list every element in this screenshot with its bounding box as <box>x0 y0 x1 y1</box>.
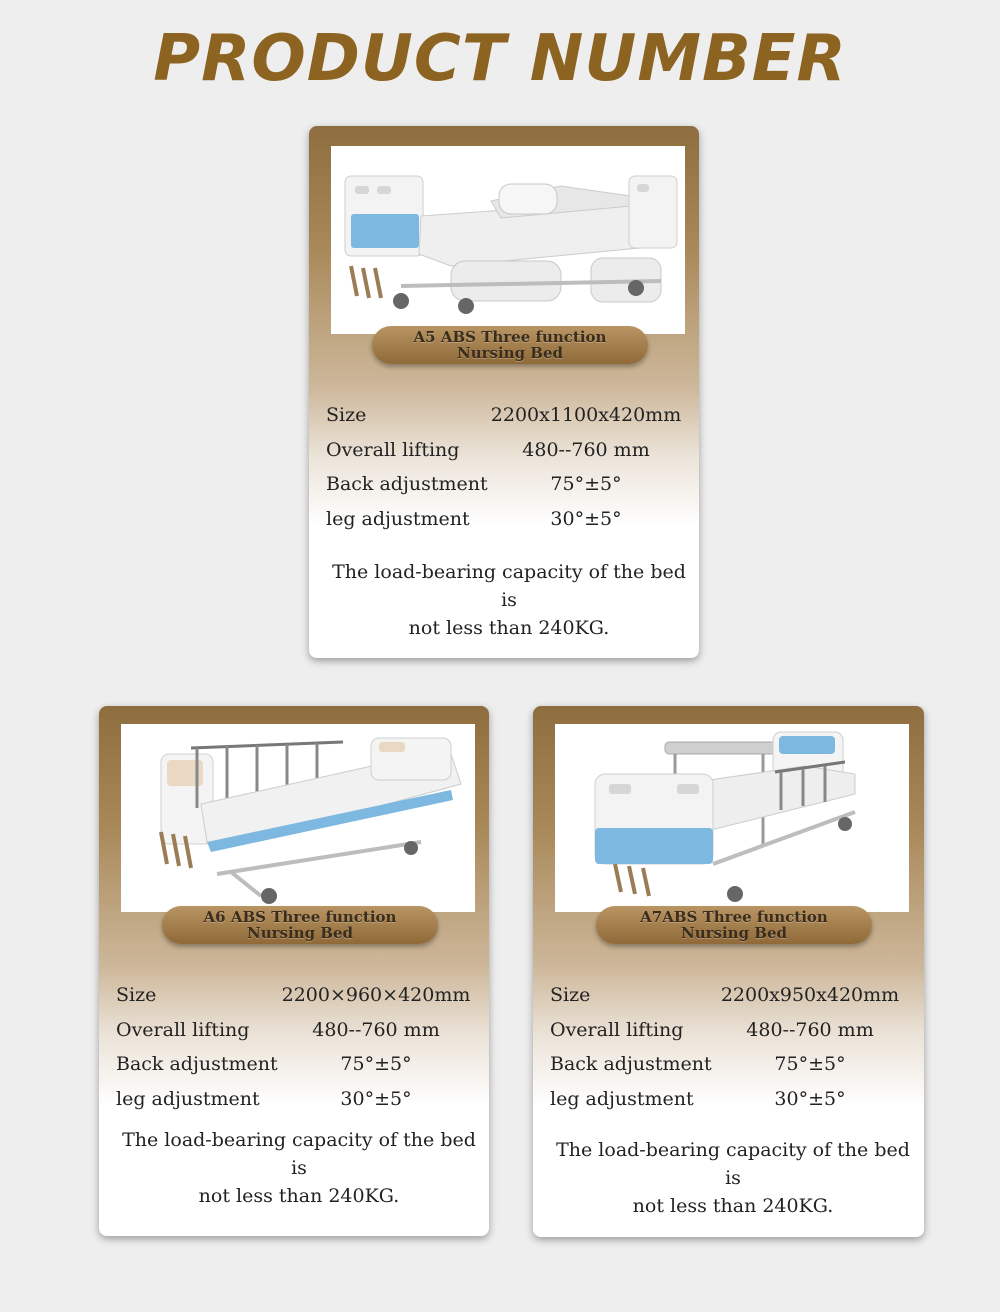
spec-table-a5 <box>326 404 686 542</box>
bed-illustration-a6 <box>121 724 475 912</box>
bed-illustration-a7 <box>555 724 909 912</box>
spec-value: 2200x950x420mm <box>720 984 900 1006</box>
bed-illustration-a5 <box>331 146 685 334</box>
spec-value: 480--760 mm <box>746 1018 874 1041</box>
product-photo-a6 <box>121 724 475 912</box>
spec-value: 75°±5° <box>774 1053 846 1075</box>
spec-label: Back adjustment <box>326 473 488 495</box>
spec-value: 30°±5° <box>774 1087 846 1110</box>
spec-label: leg adjustment <box>326 507 470 530</box>
spec-label: Size <box>116 984 157 1006</box>
note-line1: The load-bearing capacity of the bed is <box>122 1129 476 1179</box>
product-name-line1: A5 ABS Three function <box>413 328 607 346</box>
note-line2: not less than 240KG. <box>408 617 610 639</box>
spec-label: Overall lifting <box>326 438 460 461</box>
spec-label: Size <box>326 404 367 426</box>
spec-row-overall-lifting <box>116 1019 476 1054</box>
product-name-line2: Nursing Bed <box>681 924 787 942</box>
product-name-badge-a5 <box>372 326 648 364</box>
load-capacity-note-a7 <box>547 1136 919 1220</box>
spec-row-back-adjustment <box>550 1053 910 1088</box>
spec-row-overall-lifting <box>326 439 686 474</box>
note-line2: not less than 240KG. <box>632 1195 834 1217</box>
note-line2: not less than 240KG. <box>198 1185 400 1207</box>
product-card-a5 <box>309 126 699 658</box>
spec-value: 2200x1100x420mm <box>490 404 682 426</box>
spec-row-size <box>116 984 476 1019</box>
spec-value: 75°±5° <box>340 1053 412 1075</box>
spec-value: 2200×960×420mm <box>281 984 471 1006</box>
spec-table-a6 <box>116 984 476 1122</box>
spec-label: Size <box>550 984 591 1006</box>
product-name-line2: Nursing Bed <box>247 924 353 942</box>
spec-value: 480--760 mm <box>522 438 650 461</box>
note-line1: The load-bearing capacity of the bed is <box>332 561 686 611</box>
load-capacity-note-a5 <box>323 558 695 642</box>
product-name-line1: A7ABS Three function <box>640 908 828 926</box>
spec-value: 30°±5° <box>340 1087 412 1110</box>
spec-row-back-adjustment <box>116 1053 476 1088</box>
product-card-a6 <box>99 706 489 1236</box>
spec-label: leg adjustment <box>116 1087 260 1110</box>
product-name-line1: A6 ABS Three function <box>203 908 397 926</box>
spec-row-leg-adjustment <box>116 1088 476 1123</box>
product-card-a7 <box>533 706 924 1237</box>
note-line1: The load-bearing capacity of the bed is <box>556 1139 910 1189</box>
spec-label: Back adjustment <box>550 1053 712 1075</box>
product-photo-a7 <box>555 724 909 912</box>
spec-value: 480--760 mm <box>312 1018 440 1041</box>
spec-row-back-adjustment <box>326 473 686 508</box>
spec-label: leg adjustment <box>550 1087 694 1110</box>
spec-row-size <box>550 984 910 1019</box>
spec-row-leg-adjustment <box>550 1088 910 1123</box>
page-title: PRODUCT NUMBER <box>153 22 847 96</box>
spec-table-a7 <box>550 984 910 1122</box>
spec-value: 75°±5° <box>550 473 622 495</box>
spec-value: 30°±5° <box>550 507 622 530</box>
spec-row-overall-lifting <box>550 1019 910 1054</box>
product-name-badge-a7 <box>596 906 872 944</box>
load-capacity-note-a6 <box>113 1126 485 1210</box>
product-photo-a5 <box>331 146 685 334</box>
spec-row-size <box>326 404 686 439</box>
spec-label: Overall lifting <box>550 1018 684 1041</box>
spec-label: Back adjustment <box>116 1053 278 1075</box>
spec-row-leg-adjustment <box>326 508 686 543</box>
spec-label: Overall lifting <box>116 1018 250 1041</box>
product-name-line2: Nursing Bed <box>457 344 563 362</box>
product-name-badge-a6 <box>162 906 438 944</box>
